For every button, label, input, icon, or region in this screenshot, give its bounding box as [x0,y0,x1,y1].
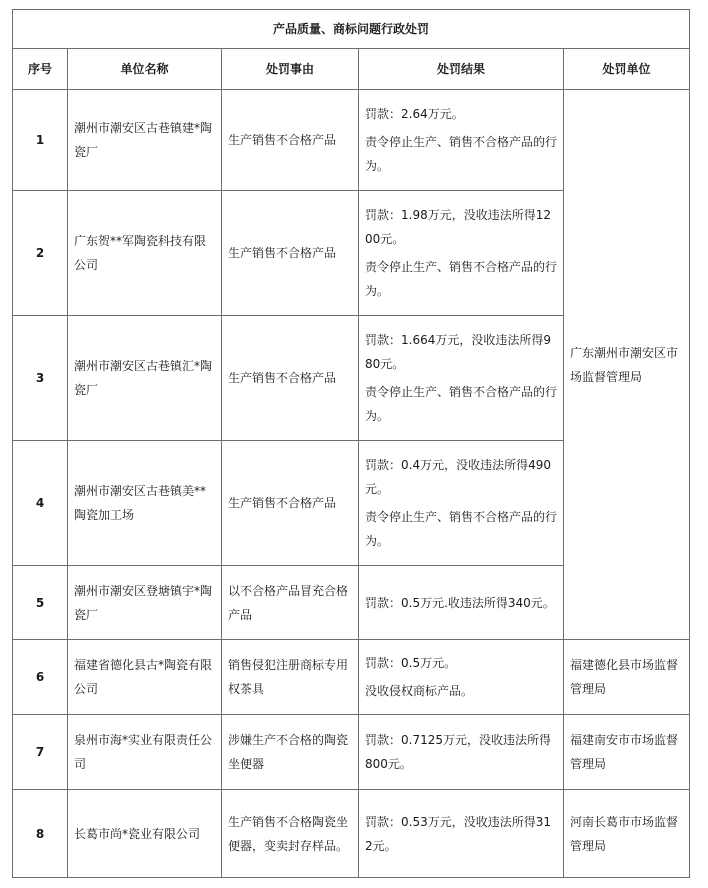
result-line: 罚款：0.4万元，没收违法所得490元。 [365,458,551,496]
table-row [13,90,690,191]
row-result [359,640,564,715]
header-result: 处罚结果 [359,49,564,90]
result-line: 罚款：1.664万元，没收违法所得980元。 [365,333,551,371]
header-row [13,49,690,90]
row-seq: 3 [13,316,68,441]
table-row [13,790,690,878]
row-unit: 潮州市潮安区古巷镇建*陶瓷厂 [68,90,222,191]
table-row [13,640,690,715]
row-reason: 生产销售不合格产品 [222,90,359,191]
row-seq: 8 [13,790,68,878]
row-result [359,566,564,640]
result-line: 罚款：0.53万元，没收违法所得312元。 [365,814,551,853]
result-line: 罚款：2.64万元。 [365,107,464,121]
row-agency: 福建德化县市场监督管理局 [564,640,690,715]
row-unit: 广东贺**军陶瓷科技有限公司 [68,191,222,316]
row-agency: 河南长葛市市场监督管理局 [564,790,690,878]
result-line: 责令停止生产、销售不合格产品的行为。 [365,385,558,423]
row-seq: 1 [13,90,68,191]
result-line: 没收侵权商标产品。 [365,684,474,698]
row-reason: 生产销售不合格陶瓷坐便器，变卖封存样品。 [222,790,359,878]
group-agency: 广东潮州市潮安区市场监督管理局 [564,90,690,640]
row-result [359,790,564,878]
header-seq: 序号 [13,49,68,90]
result-line: 责令停止生产、销售不合格产品的行为。 [365,135,558,173]
row-reason: 生产销售不合格产品 [222,191,359,316]
row-seq: 4 [13,441,68,566]
row-unit: 泉州市海*实业有限责任公司 [68,715,222,790]
row-result [359,441,564,566]
row-unit: 福建省德化县古*陶瓷有限公司 [68,640,222,715]
result-line: 责令停止生产、销售不合格产品的行为。 [365,260,558,298]
table-row [13,715,690,790]
result-line: 罚款：0.5万元。 [365,656,457,670]
row-seq: 5 [13,566,68,640]
result-line: 罚款：0.5万元.收违法所得340元。 [365,595,555,610]
row-result [359,316,564,441]
result-line: 责令停止生产、销售不合格产品的行为。 [365,510,558,548]
row-seq: 2 [13,191,68,316]
row-unit: 潮州市潮安区古巷镇美**陶瓷加工场 [68,441,222,566]
header-unit: 单位名称 [68,49,222,90]
row-seq: 7 [13,715,68,790]
penalty-table [12,9,690,878]
row-reason: 以不合格产品冒充合格产品 [222,566,359,640]
row-result [359,191,564,316]
header-agency: 处罚单位 [564,49,690,90]
row-result [359,90,564,191]
row-reason: 销售侵犯注册商标专用权茶具 [222,640,359,715]
row-unit: 长葛市尚*瓷业有限公司 [68,790,222,878]
row-reason: 生产销售不合格产品 [222,316,359,441]
row-agency: 福建南安市市场监督管理局 [564,715,690,790]
row-result [359,715,564,790]
result-line: 罚款：0.7125万元，没收违法所得800元。 [365,733,551,771]
header-reason: 处罚事由 [222,49,359,90]
row-seq: 6 [13,640,68,715]
row-reason: 涉嫌生产不合格的陶瓷坐便器 [222,715,359,790]
result-line: 罚款：1.98万元，没收违法所得1200元。 [365,208,551,246]
row-reason: 生产销售不合格产品 [222,441,359,566]
row-unit: 潮州市潮安区古巷镇汇*陶瓷厂 [68,316,222,441]
table-title: 产品质量、商标问题行政处罚 [13,10,690,49]
row-unit: 潮州市潮安区登塘镇宇*陶瓷厂 [68,566,222,640]
